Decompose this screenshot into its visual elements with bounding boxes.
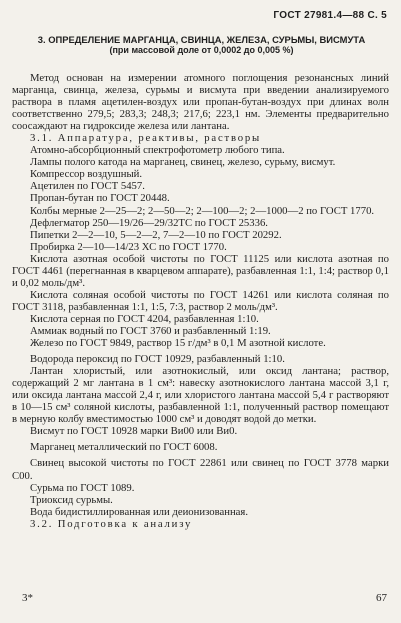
method-paragraph: Метод основан на измерении атомного поглощения резонансных линий марганца, свинца, железа, сурьмы и висмута при введении анализируемого раствора в пламя ацетилен-воздух или пропан-бутан-воздух при длинах волн соответственно 279,5; 283,3; 248,3; 217,6; 223,1 нм. Элементы предварительно соосаждают на гидроксиде железа или лантана. (12, 72, 389, 133)
pipettes-item: Пипетки 2—2—10, 5—2—2, 7—2—10 по ГОСТ 20292. (30, 228, 282, 241)
peroxide-item: Водорода пероксид по ГОСТ 10929, разбавленный 1:10. (30, 353, 285, 366)
ammonia-item: Аммиак водный по ГОСТ 3760 и разбавленный 1:19. (30, 324, 271, 337)
sulfuric-acid-item: Кислота серная по ГОСТ 4204, разбавленная 1:10. (30, 312, 259, 325)
hydrochloric-acid-item: Кислота соляная особой чистоты по ГОСТ 14261 или кислота соляная по ГОСТ 3118, разбавленная 1:1, 1:5, 7:3, раствор 2 моль/дм³. (12, 288, 389, 313)
section-subtitle: (при массовой доле от 0,0002 до 0,005 %) (109, 45, 294, 55)
lamps-item: Лампы полого катода на марганец, свинец, железо, сурьму, висмут. (30, 156, 336, 169)
flasks-item: Колбы мерные 2—25—2; 2—50—2; 2—100—2; 2—1000—2 по ГОСТ 1770. (30, 204, 375, 217)
document-body (12, 72, 389, 530)
bismuth-item: Висмут по ГОСТ 10928 марки Ви00 или Ви0. (30, 425, 238, 438)
subsection-3-1-heading: 3.1. Аппаратура, реактивы, растворы (30, 132, 262, 145)
deflegmator-item: Дефлегматор 250—19/26—29/32ТС по ГОСТ 25336. (30, 216, 268, 229)
section-title-block (12, 34, 391, 56)
subsection-3-2-heading: 3.2. Подготовка к анализу (30, 517, 193, 530)
manganese-item: Марганец металлический по ГОСТ 6008. (30, 441, 218, 454)
antimony-trioxide-item: Триоксид сурьмы. (30, 493, 113, 506)
nitric-acid-item: Кислота азотная особой чистоты по ГОСТ 11125 или кислота азотная по ГОСТ 4461 (перегнанная в кварцевом аппарате), разбавленная 1:1, 1:4; раствор 0,1 и 0,02 моль/дм³. (12, 252, 389, 289)
propane-item: Пропан-бутан по ГОСТ 20448. (30, 192, 170, 205)
page-number: 67 (376, 592, 387, 604)
lanthanum-item: Лантан хлористый, или азотнокислый, или оксид лантана; раствор, содержащий 2 мг лантана в 1 см³: навеску азотнокислого лантана массой 3,1 г, или оксида лантана массой 2,4 г, или хлористого лантана массой 5,4 г растворяют в 10—15 см³ соляной кислоты, разбавленной 1:1, полученный раствор помещают в мерную колбу вместимостью 1000 см³ и доводят водой до метки. (12, 365, 389, 426)
acetylene-item: Ацетилен по ГОСТ 5457. (30, 180, 145, 193)
spectrophotometer-item: Атомно-абсорбционный спектрофотометр любого типа. (30, 144, 285, 157)
lead-item: Свинец высокой чистоты по ГОСТ 22861 или свинец по ГОСТ 3778 марки С00. (12, 457, 389, 482)
section-title: 3. ОПРЕДЕЛЕНИЕ МАРГАНЦА, СВИНЦА, ЖЕЛЕЗА, СУРЬМЫ, ВИСМУТА (37, 34, 366, 45)
water-item: Вода бидистиллированная или деионизованная. (30, 505, 249, 518)
antimony-item: Сурьма по ГОСТ 1089. (30, 481, 135, 494)
tube-item: Пробирка 2—10—14/23 ХС по ГОСТ 1770. (30, 240, 227, 253)
page-header: ГОСТ 27981.4—88 С. 5 (273, 10, 387, 21)
iron-item: Железо по ГОСТ 9849, раствор 15 г/дм³ в 0,1 М азотной кислоте. (30, 337, 326, 350)
footer-signature-mark: 3* (22, 592, 33, 604)
compressor-item: Компрессор воздушный. (30, 168, 143, 181)
